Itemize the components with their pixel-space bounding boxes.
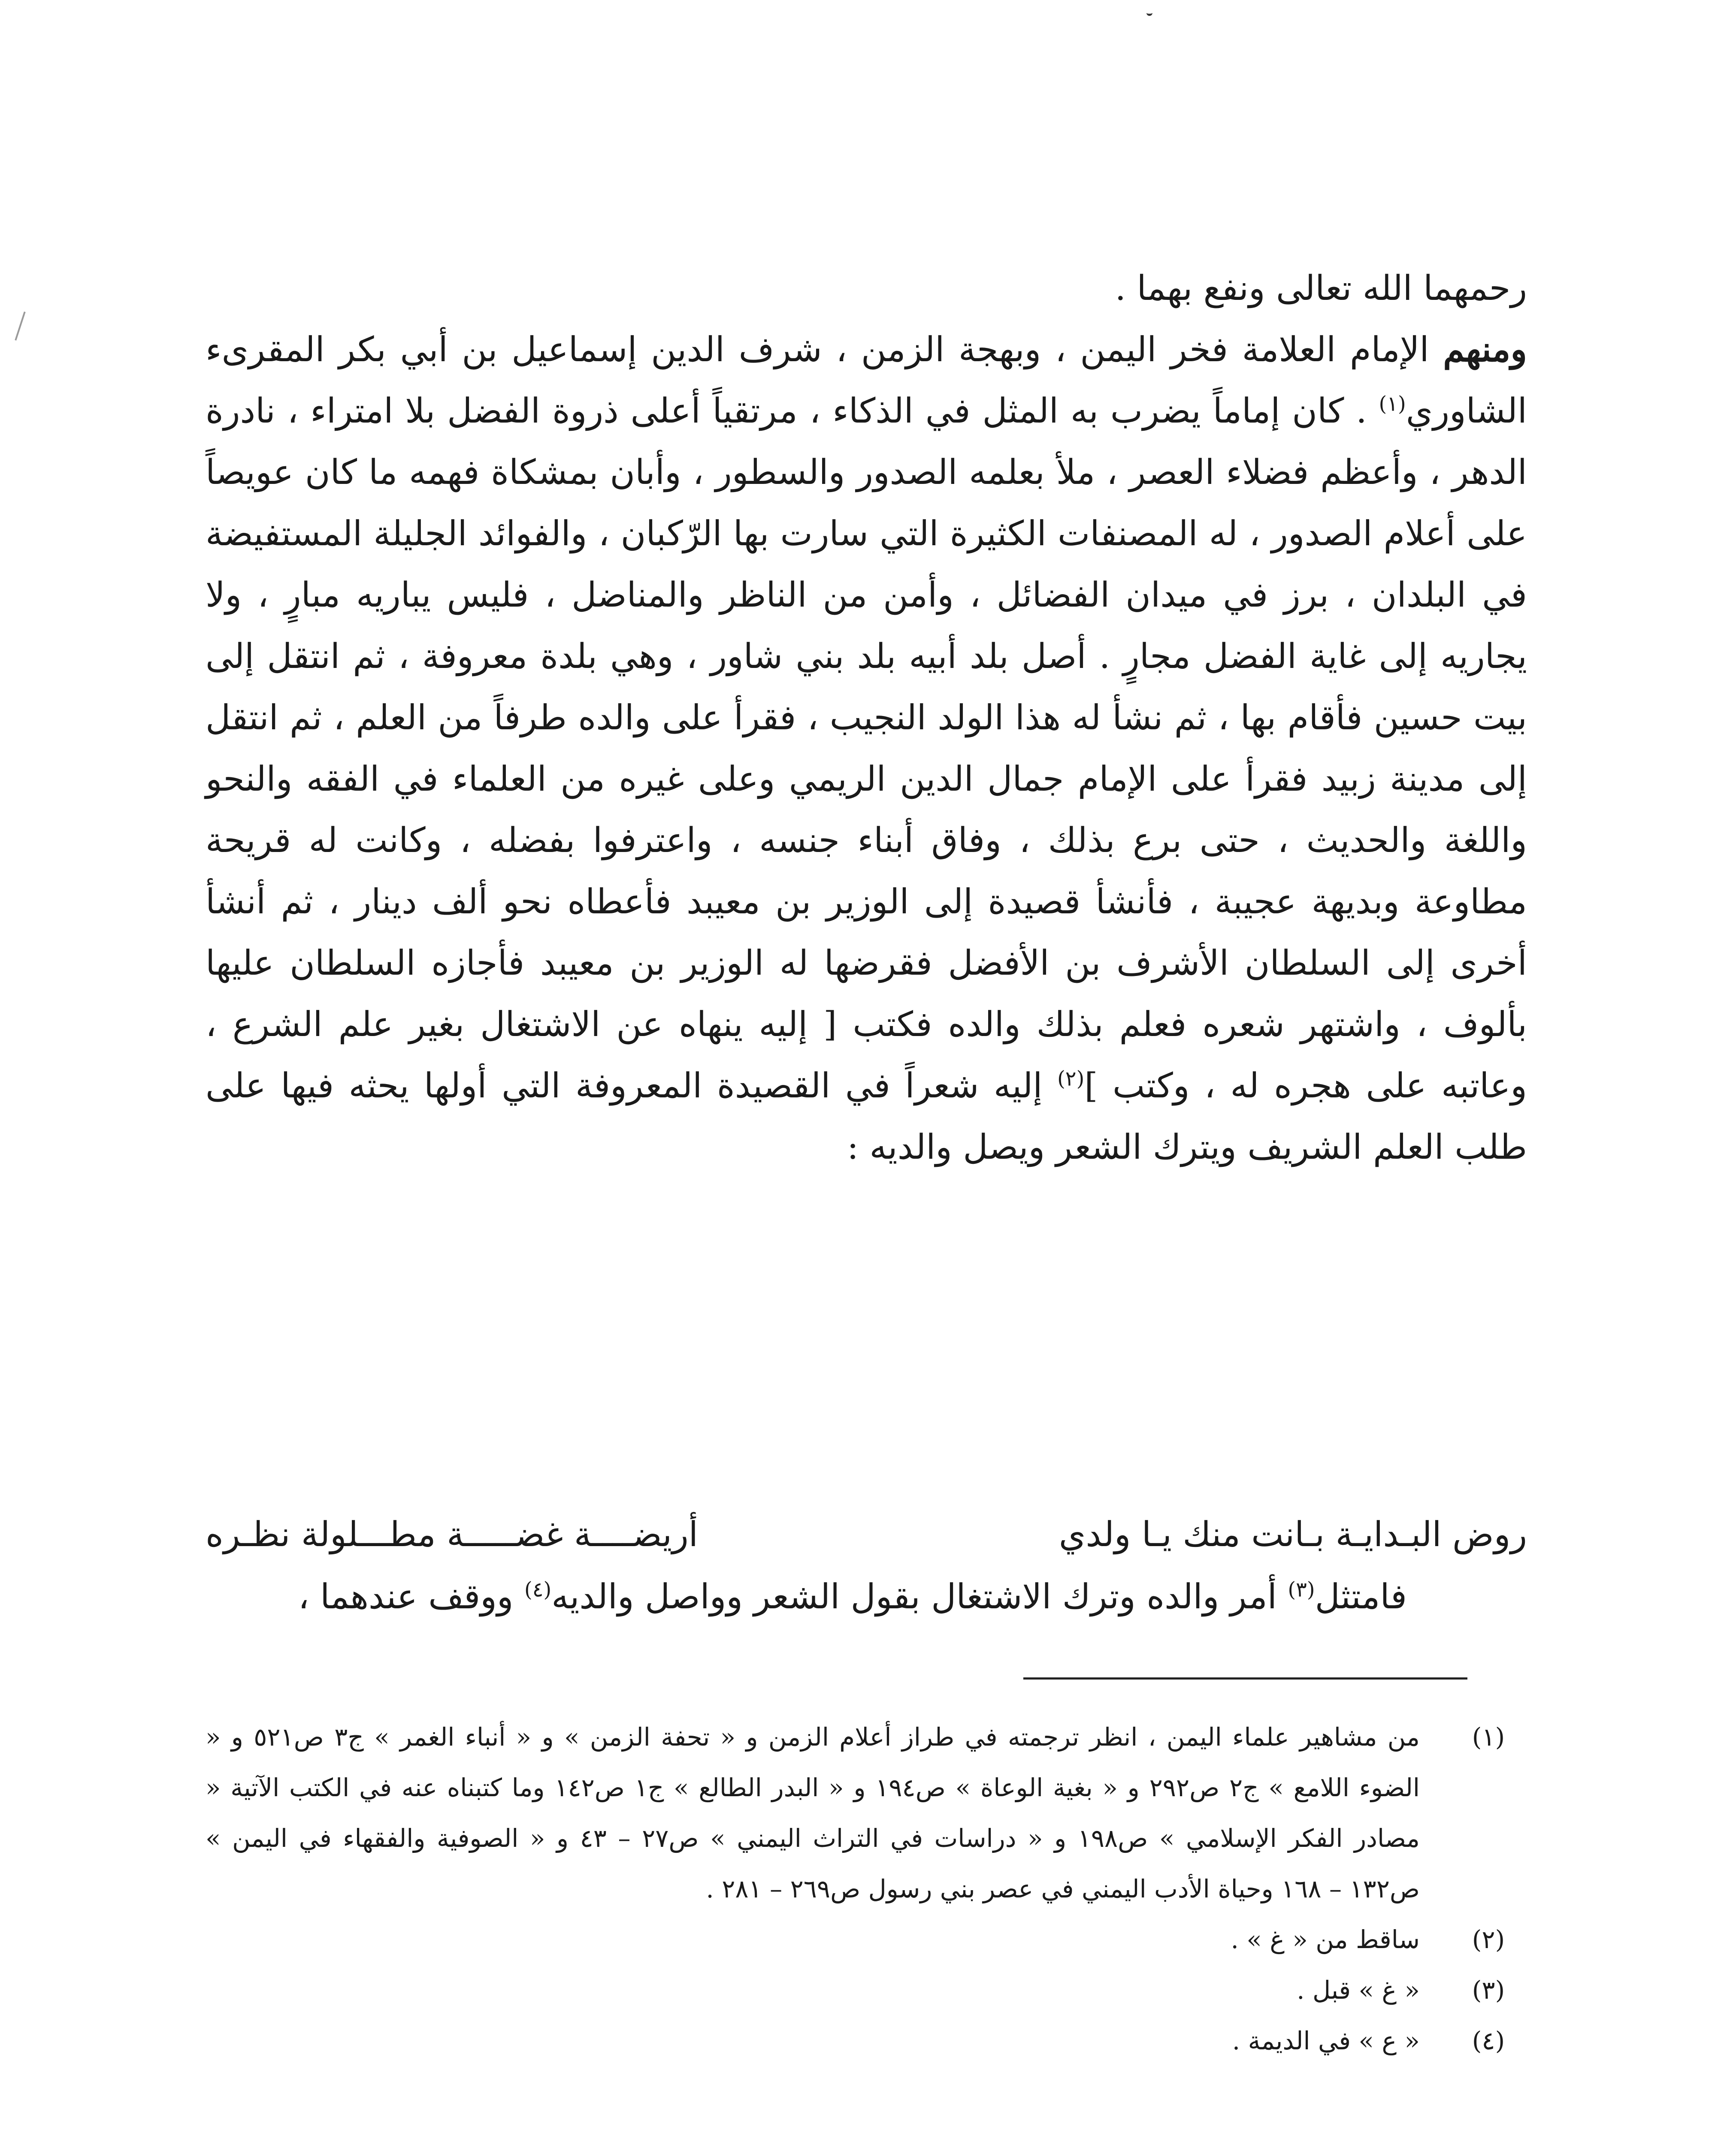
paragraph-3-text-c: ووقف عندهما ، <box>298 1577 524 1616</box>
paragraph-2-text-b: . كان إماماً يضرب به المثل في الذكاء ، مرتقياً أعلى ذروة الفضل بلا امتراء ، نادرة الدهر ، وأعظم فضلاء العصر ، ملأ بعلمه الصدور والسطور ، وأبان بمشكاة فهمه ما كان عويصاً على أعلام الصدور ، له المصنفات الكثيرة التي سارت بها الرّكبان ، والفوائد الجليلة المستفيضة في البلدان ، برز في ميدان الفضائل ، وأمن من الناظر والمناضل ، فليس يباريه مبارٍ ، ولا يجاريه إلى غاية الفضل مجارٍ . أصل بلد أبيه بلد بني شاور ، وهي بلدة معروفة ، ثم انتقل إلى بيت حسين فأقام بها ، ثم نشأ له هذا الولد النجيب ، فقرأ على والده طرفاً من العلم ، ثم انتقل إلى مدينة زبيد فقرأ على الإمام جمال الدين الريمي وعلى غيره من العلماء في الفقه والنحو واللغة والحديث ، حتى برع بذلك ، وفاق أبناء جنسه ، واعترفوا بفضله ، وكانت له قريحة مطاوعة وبديهة عجيبة ، فأنشأ قصيدة إلى الوزير بن معيبد فأعطاه نحو ألف دينار ، ثم أنشأ أخرى إلى السلطان الأشرف بن الأفضل فقرضها له الوزير بن معيبد فأجازه السلطان عليها بألوف ، واشتهر شعره فعلم بذلك والده فكتب [ إليه ينهاه عن الاشتغال بغير علم الشرع ، وعاتبه على هجره له ، وكتب ] <box>206 391 1527 1106</box>
paragraph-2-lead: ومنهم <box>1443 329 1527 369</box>
main-text <box>206 257 1527 1178</box>
footnote-number: (١) <box>1472 1722 1505 1752</box>
paragraph-2-text-c: إليه شعراً في القصيدة المعروفة التي أولها يحثه فيها على طلب العلم الشريف ويترك الشعر ويصل والديه : <box>206 1066 1527 1167</box>
paragraph-2 <box>206 319 1527 1178</box>
footnote-text: ساقط من « غ » . <box>1231 1925 1420 1954</box>
footnote-ref-1: (١) <box>1379 392 1406 416</box>
footnote-3 <box>206 1965 1527 2015</box>
footnote-4 <box>206 2015 1527 2066</box>
scan-artifact-tick <box>15 311 25 341</box>
paragraph-3-text-b: أمر والده وترك الاشتغال بقول الشعر وواصل والديه <box>551 1577 1288 1616</box>
scan-artifact-mark <box>1146 9 1152 16</box>
footnotes <box>206 1712 1527 2066</box>
footnote-number: (٣) <box>1472 1976 1505 2005</box>
after-verse-text <box>206 1566 1527 1627</box>
footnote-2 <box>206 1914 1527 1965</box>
footnote-text: « غ » قبل . <box>1297 1976 1420 2005</box>
footnote-1 <box>206 1712 1527 1914</box>
paragraph-3-text-a: فامتثل <box>1315 1577 1407 1616</box>
paragraph-3 <box>206 1566 1527 1627</box>
footnote-number: (٤) <box>1472 2026 1505 2055</box>
footnote-text: « ع » في الديمة . <box>1232 2026 1420 2055</box>
footnote-number: (٢) <box>1472 1925 1505 1954</box>
verse-second-hemistich: أريضــــة غضـــــة مطـــلولة نظـره <box>206 1514 698 1554</box>
footnote-separator <box>1023 1677 1467 1680</box>
poem-verse <box>206 1504 1527 1565</box>
footnote-ref-4: (٤) <box>524 1577 552 1602</box>
verse-first-hemistich: روض البـدايـة بـانت منك يـا ولدي <box>1059 1514 1527 1554</box>
footnote-ref-3: (٣) <box>1288 1577 1315 1602</box>
paragraph-2-text-a: الإمام العلامة فخر اليمن ، وبهجة الزمن ، شرف الدين إسماعيل بن أبي بكر المقرىء الشاوري <box>206 329 1527 431</box>
paragraph-1: رحمهما الله تعالى ونفع بهما . <box>1115 268 1527 308</box>
footnote-text: من مشاهير علماء اليمن ، انظر ترجمته في طراز أعلام الزمن و « تحفة الزمن » و « أنباء الغمر » ج٣ ص٥٢١ و « الضوء اللامع » ج٢ ص٢٩٢ و « بغية الوعاة » ص١٩٤ و « البدر الطالع » ج١ ص١٤٢ وما كتبناه عنه في الكتب الآتية « مصادر الفكر الإسلامي » ص١٩٨ و « دراسات في التراث اليمني » ص٢٧ – ٤٣ و « الصوفية والفقهاء في اليمن » ص١٣٢ – ١٦٨ وحياة الأدب اليمني في عصر بني رسول ص٢٦٩ – ٢٨١ . <box>206 1722 1420 1903</box>
footnote-ref-2: (٢) <box>1057 1066 1085 1091</box>
